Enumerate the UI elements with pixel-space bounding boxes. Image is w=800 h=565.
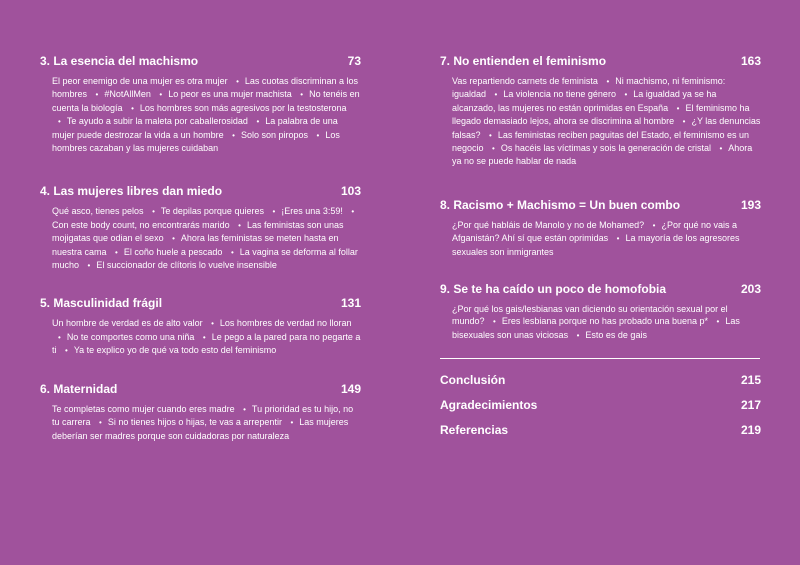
topic: • Ni machismo, ni feminismo: igualdad	[452, 76, 725, 99]
chapter-page: 149	[340, 381, 361, 396]
entry-title: Agradecimientos	[440, 398, 538, 413]
topic: • #NotAllMen	[90, 89, 151, 99]
topic: • Le pego a la pared para no pegarte a ti	[52, 332, 360, 355]
topic: Un hombre de verdad es de alto valor	[52, 318, 203, 329]
topic: • El succionador de clítoris lo vuelve insensible	[82, 260, 277, 270]
chapter-title: 6. Maternidad	[40, 381, 118, 396]
topic: ¿Por qué habláis de Manolo y no de Mohamed?	[452, 219, 645, 230]
topic: • La vagina se deforma al follar mucho	[52, 247, 358, 270]
topic: • La mayoría de los agresores sexuales son inmigrantes	[452, 233, 740, 256]
topic: • El coño huele a pescado	[109, 247, 222, 257]
topic: • Las mujeres deberían ser madres porque son cuidadoras por naturaleza	[52, 417, 348, 440]
chapter-topics	[40, 205, 361, 272]
chapter-title: 9. Se te ha caído un poco de homofobia	[440, 282, 667, 297]
topic: • Esto es de gais	[571, 330, 647, 340]
topic: • Los hombres son más agresivos por la testosterona	[125, 103, 346, 113]
chapter-topics	[40, 75, 361, 154]
topic: • La violencia no tiene género	[489, 89, 616, 99]
topic: • Solo son piropos	[226, 130, 308, 140]
chapter-topics	[440, 219, 761, 258]
topic: • Tu prioridad es tu hijo, no tu carrera	[52, 404, 353, 427]
toc-entry-acknowledgements	[440, 398, 761, 413]
chapter-topics	[440, 303, 761, 342]
chapter-page: 193	[740, 197, 761, 212]
chapter-9	[440, 282, 761, 342]
chapter-title: 7. No entienden el feminismo	[440, 54, 607, 68]
entry-page: 215	[740, 373, 761, 388]
topic: •No te comportes como una niña	[52, 332, 194, 342]
topic: • Las cuotas discriminan a los hombres	[52, 76, 358, 99]
chapter-7	[440, 54, 761, 168]
topic: • ¡Eres una 3:59!	[266, 206, 342, 216]
topic: • Las bisexuales son unas viciosas	[452, 316, 740, 339]
topic: • Las feministas reciben paguitas del Estado, el feminismo es un negocio	[452, 130, 749, 153]
topic: •Te ayudo a subir la maleta por caballerosidad	[52, 116, 248, 126]
topic: • Ya te explico yo de qué va todo esto del feminismo	[59, 345, 276, 355]
topic: • El feminismo ha llegado demasiado lejos, ahora se discrimina al hombre	[452, 103, 750, 126]
chapter-page: 203	[740, 282, 761, 297]
toc-right-column	[440, 54, 761, 448]
topic: • Las feministas son unas mojigatas que odian el sexo	[52, 220, 344, 243]
chapter-topics	[40, 317, 361, 357]
chapter-topics	[440, 75, 761, 168]
chapter-5	[40, 296, 361, 357]
toc-left-column	[40, 54, 361, 466]
topic: • Os hacéis las víctimas y sois la generación de cristal	[486, 143, 711, 153]
topic: • Te depilas porque quieres	[146, 206, 264, 216]
entry-title: Referencias	[440, 423, 509, 438]
chapter-title: 4. Las mujeres libres dan miedo	[40, 184, 223, 199]
topic: Vas repartiendo carnets de feminista	[452, 76, 598, 86]
topic: • Eres lesbiana porque no has probado una buena p*	[487, 316, 708, 326]
toc-entry-conclusion	[440, 373, 761, 388]
chapter-page: 73	[347, 54, 361, 68]
topic: • Ahora las feministas se meten hasta en nuestra cama	[52, 233, 339, 256]
topic: •Con este body count, no encontrarás marido	[52, 206, 360, 229]
toc-entry-references	[440, 423, 761, 438]
chapter-page: 163	[740, 54, 761, 68]
chapter-6	[40, 382, 361, 442]
topic: Te completas como mujer cuando eres madre	[52, 403, 235, 414]
topic: • Ahora ya no se puede hablar de nada	[452, 143, 752, 166]
topic: • No tenéis en cuenta la biología	[52, 89, 360, 112]
chapter-3	[40, 54, 361, 154]
topic: Qué asco, tienes pelos	[52, 206, 144, 217]
chapter-4	[40, 184, 361, 272]
entry-page: 217	[740, 398, 761, 413]
chapter-8	[440, 198, 761, 258]
topic: • ¿Y las denuncias falsas?	[452, 116, 760, 139]
entry-title: Conclusión	[440, 373, 506, 388]
chapter-title: 8. Racismo + Machismo = Un buen combo	[440, 197, 681, 212]
chapter-page: 131	[340, 296, 361, 311]
topic: • Los hombres de verdad no lloran	[205, 318, 351, 328]
topic: • Los hombres cazaban y las mujeres cuidaban	[52, 130, 340, 153]
topic: • Si no tienes hijos o hijas, te vas a arrepentir	[93, 417, 282, 427]
entry-page: 219	[740, 423, 761, 438]
section-divider	[440, 358, 760, 359]
chapter-topics	[40, 403, 361, 442]
chapter-page: 103	[340, 184, 361, 199]
chapter-title: 5. Masculinidad frágil	[40, 296, 163, 311]
topic: • Lo peor es una mujer machista	[153, 89, 291, 99]
topic: • ¿Por qué no vais a Afganistán? Ahí sí que están oprimidas	[452, 220, 737, 243]
topic: • La igualdad ya se ha alcanzado, las mujeres no están oprimidas en España	[452, 89, 716, 112]
topic: • La palabra de una mujer puede destrozar la vida a un hombre	[52, 116, 338, 139]
topic: El peor enemigo de una mujer es otra mujer	[52, 76, 228, 86]
chapter-title: 3. La esencia del machismo	[40, 54, 199, 68]
topic: ¿Por qué los gais/lesbianas van diciendo su orientación sexual por el mundo?	[452, 304, 728, 327]
